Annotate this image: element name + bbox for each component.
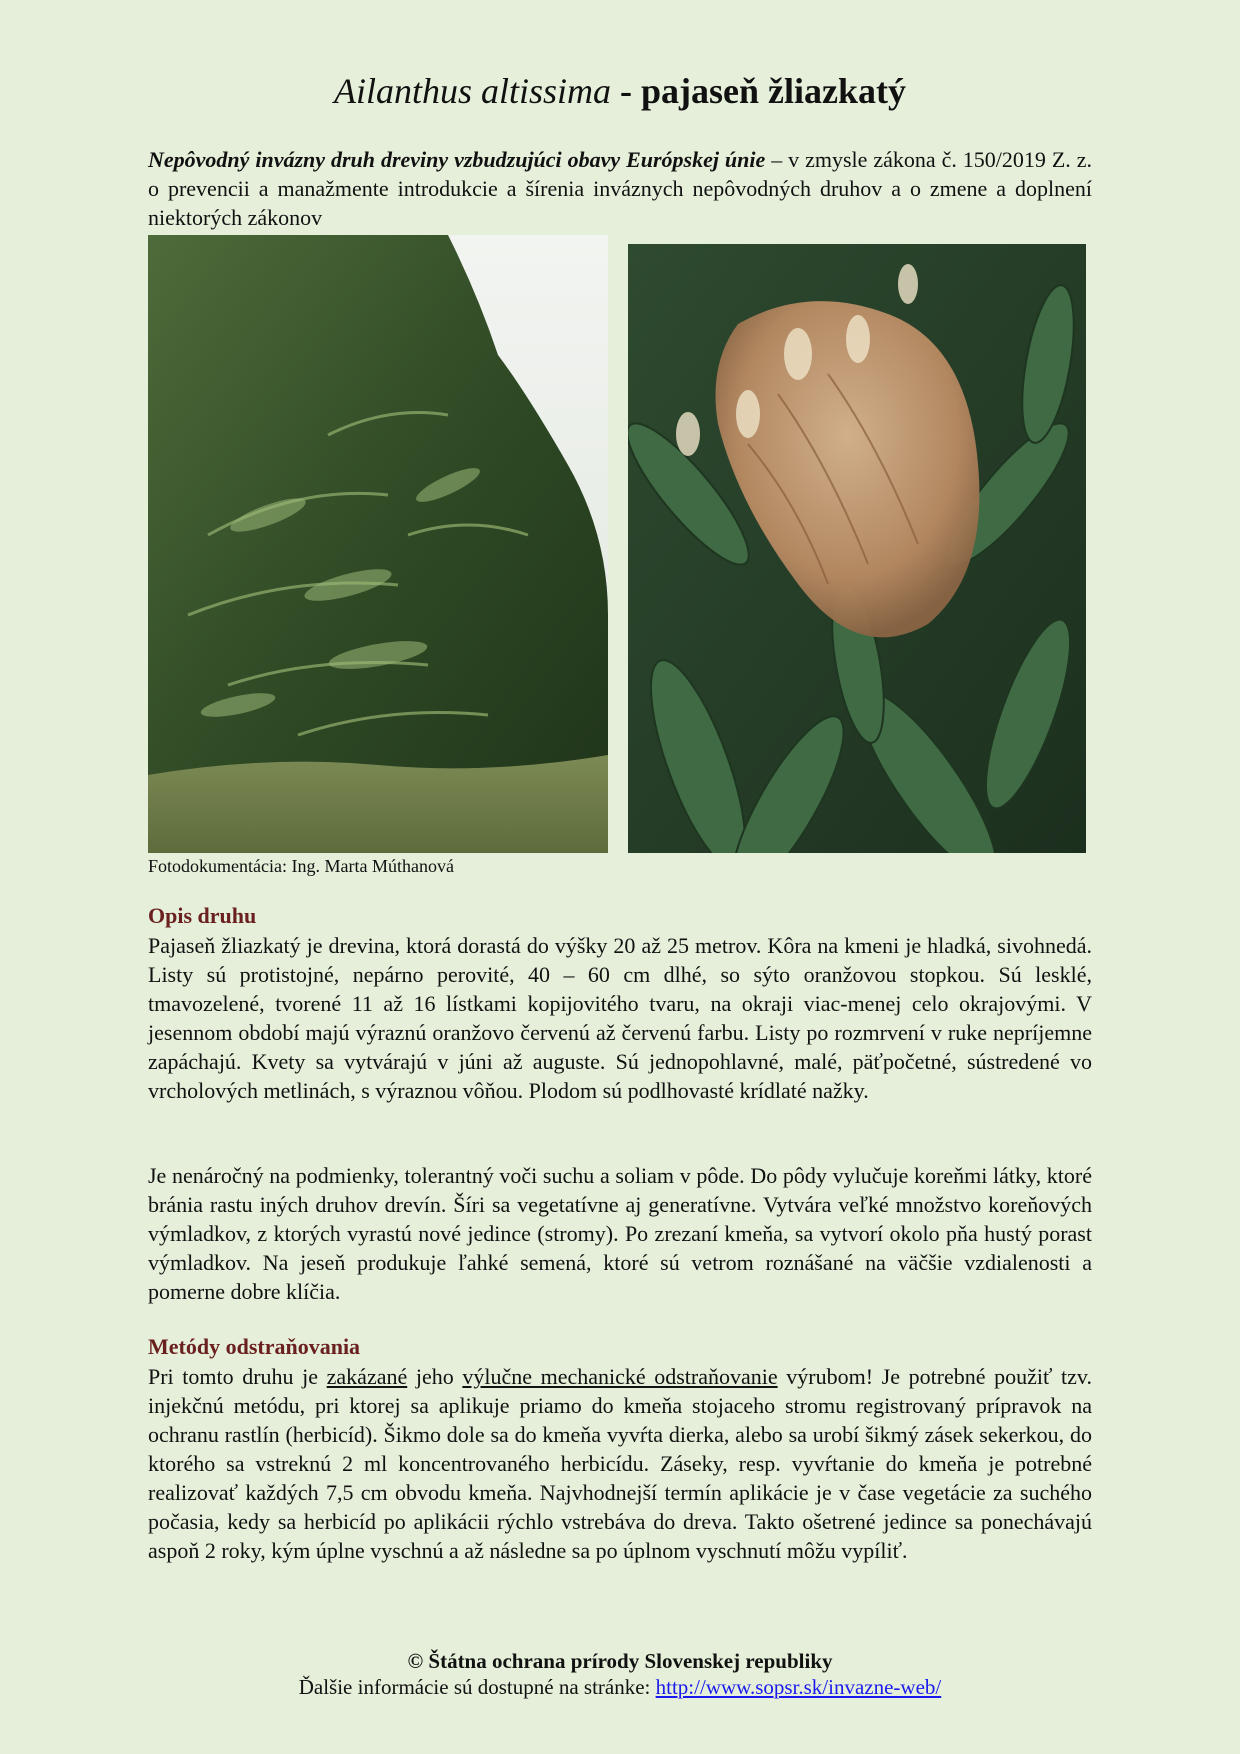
intro-text: – v zmysle zákona č. 150/2019 Z. z. o prevencii a manažmente introdukcie a šírenia inváznych nepôvodných druhov a o zmene a doplnení niektorých zákonov — [148, 147, 1092, 230]
removal-text-1: Pri tomto druhu je — [148, 1364, 327, 1389]
removal-heading: Metódy odstraňovania — [148, 1334, 361, 1359]
tree-photo — [148, 235, 608, 853]
title-common-name: - pajaseň žliazkatý — [611, 71, 906, 111]
description-paragraph-1: Pajaseň žliazkatý je drevina, ktorá dorastá do výšky 20 až 25 metrov. Kôra na kmeni je hladká, sivohnedá. Listy sú protistojné, nepárno perovité, 40 – 60 cm dlhé, so sýto oranžovou stopkou. Sú lesklé, tmavozelené, tvorené 11 až 16 lístkami kopijovitého tvaru, na okraji viac-menej celo okrajovými. V jesennom období majú výraznú oranžovo červenú až červenú farbu. Listy po rozmrvení v ruke nepríjemne zapáchajú. Kvety sa vytvárajú v júni až auguste. Sú jednopohlavné, malé, päťpočetné, sústredené vo vrcholových metlinách, s výraznou vôňou. Plodom sú podlhovasté krídlaté nažky. — [148, 933, 1092, 1103]
footer-copyright: © Štátna ochrana prírody Slovenskej republiky — [407, 1649, 833, 1673]
intro-paragraph — [148, 145, 1092, 232]
title-latin-name: Ailanthus altissima — [333, 71, 612, 111]
intro-emphasis: Nepôvodný invázny druh dreviny vzbudzujúci obavy Európskej únie — [148, 147, 766, 172]
footer-more-info — [0, 1674, 1240, 1700]
page-title — [0, 70, 1240, 113]
removal-text-2: jeho — [407, 1364, 463, 1389]
description-heading: Opis druhu — [148, 903, 257, 928]
removal-text-3: výrubom! Je potrebné použiť tzv. injekčnú metódu, pri ktorej sa aplikuje priamo do kmeňa stojaceho stromu registrovaný prípravok na ochranu rastlín (herbicíd). Šikmo dole sa do kmeňa vyvŕta dierka, alebo sa urobí šikmý zásek sekerkou, do ktorého sa vstreknú 2 ml koncentrovaného herbicídu. Záseky, resp. vyvŕtanie do kmeňa je potrebné realizovať každých 7,5 cm obvodu kmeňa. Najvhodnejší termín aplikácie je v čase vegetácie za suchého počasia, kedy sa herbicíd po aplikácii rýchlo vstrebáva do dreva. Takto ošetrené jedince sa ponechávajú aspoň 2 roky, kým úplne vyschnú a až následne sa po úplnom vyschnutí môžu vypíliť. — [148, 1364, 1092, 1563]
photo-caption: Fotodokumentácia: Ing. Marta Múthanová — [148, 856, 454, 876]
footer-more-info-text: Ďalšie informácie sú dostupné na stránke: — [298, 1675, 656, 1699]
description-paragraph-2: Je nenáročný na podmienky, tolerantný voči suchu a soliam v pôde. Do pôdy vylučuje koreňmi látky, ktoré bránia rastu iných druhov drevín. Šíri sa vegetatívne aj generatívne. Vytvára veľké množstvo koreňových výmladkov, z ktorých vyrastú nové jedince (stromy). Po zrezaní kmeňa, sa vytvorí okolo pňa hustý porast výmladkov. Na jeseň produkuje ľahké semená, ktoré sú vetrom roznášané na väčšie vzdialenosti a pomerne dobre klíčia. — [148, 1163, 1092, 1304]
removal-paragraph — [148, 1362, 1092, 1565]
removal-mechanical-text: výlučne mechanické odstraňovanie — [462, 1364, 778, 1389]
removal-forbidden-text: zakázané — [326, 1364, 408, 1389]
seeds-photo — [628, 244, 1086, 853]
footer-link[interactable]: http://www.sopsr.sk/invazne-web/ — [655, 1675, 942, 1699]
